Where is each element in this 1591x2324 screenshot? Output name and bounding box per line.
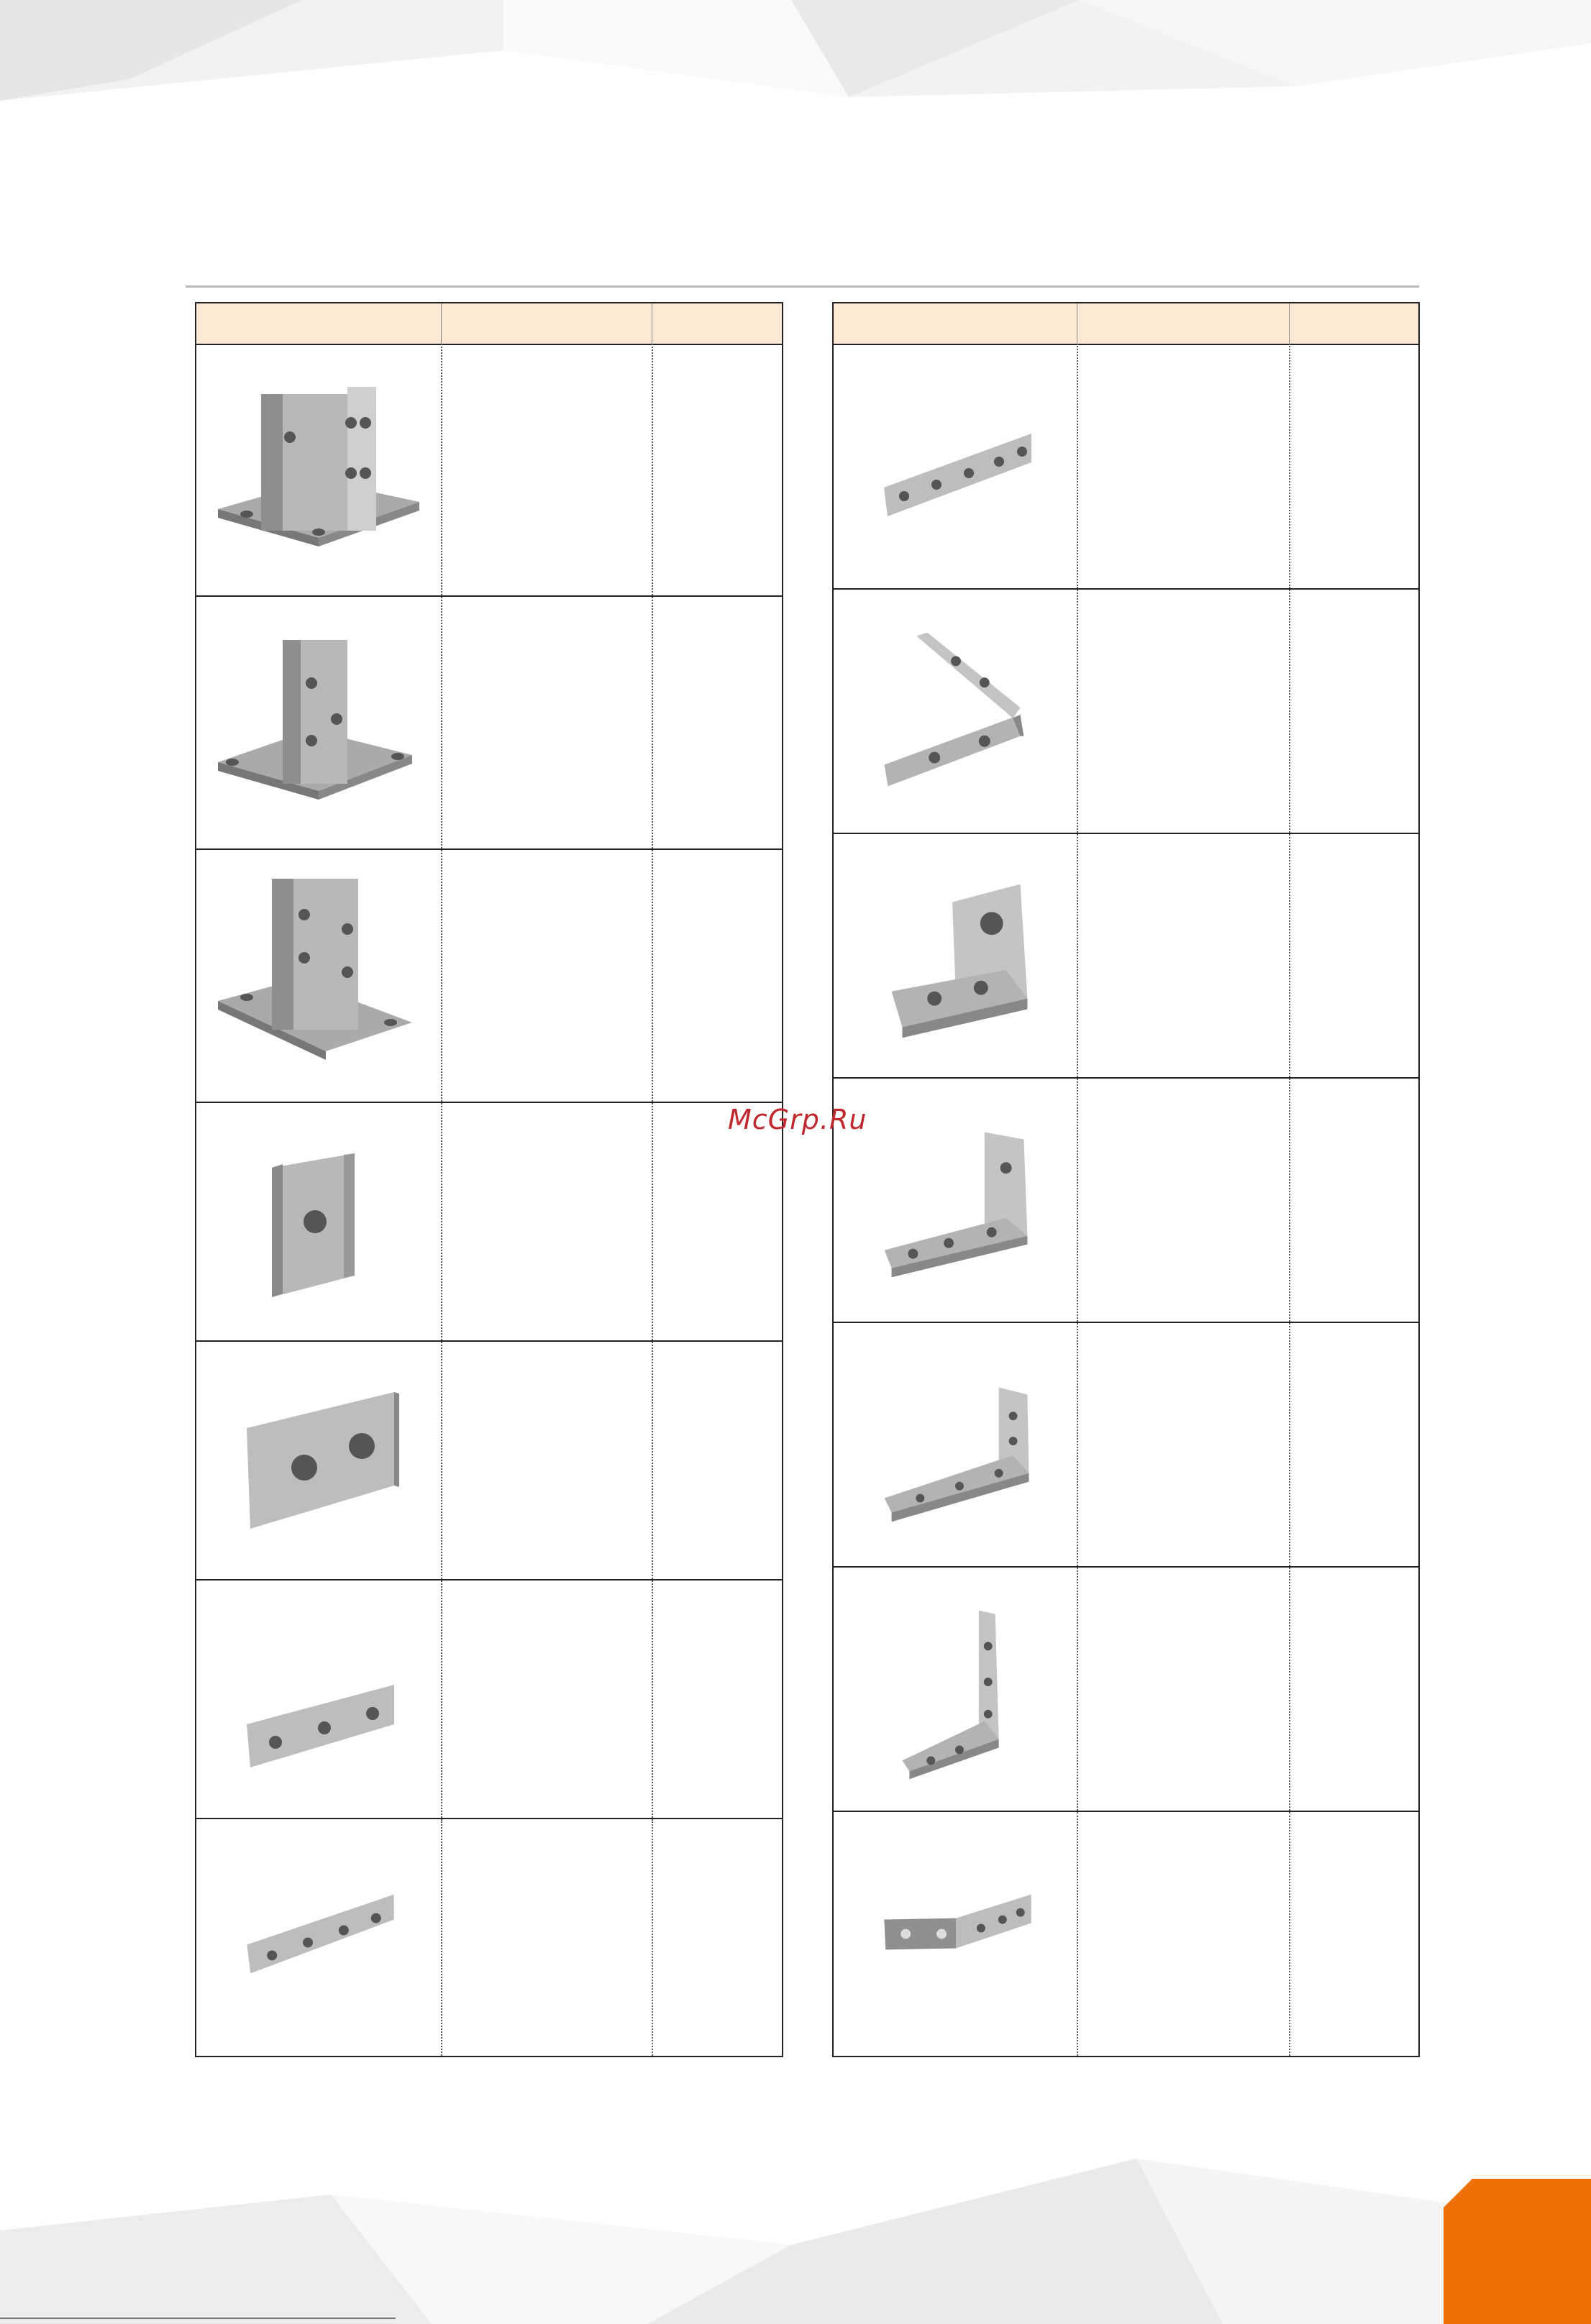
table-row	[196, 848, 782, 1102]
product-code	[1294, 1323, 1416, 1566]
product-description	[1084, 834, 1285, 1077]
left-header-code	[652, 303, 782, 344]
table-row	[196, 344, 782, 595]
watermark-text: McGrp.Ru	[728, 1104, 867, 1135]
post-base-offset-channel-icon	[204, 850, 434, 1102]
right-product-table	[832, 302, 1420, 2057]
right-header-image	[834, 303, 1077, 344]
post-base-double-channel-icon	[204, 344, 434, 595]
product-description	[448, 1819, 649, 2056]
product-description	[448, 597, 649, 848]
product-description	[448, 344, 649, 595]
product-code	[657, 1819, 779, 2056]
product-code	[1294, 1079, 1416, 1322]
title-rule	[186, 285, 1419, 288]
product-description	[1084, 1812, 1285, 2056]
right-table-header	[834, 303, 1418, 345]
product-code	[1294, 1812, 1416, 2056]
table-row	[196, 1579, 782, 1818]
right-angle-bracket-three-hole-icon	[841, 1079, 1071, 1322]
table-row	[834, 588, 1418, 833]
product-description	[448, 1103, 649, 1340]
table-row	[196, 1102, 782, 1340]
tall-angle-bracket-icon	[841, 1568, 1071, 1811]
product-description	[1084, 590, 1285, 833]
product-code	[1294, 834, 1416, 1077]
flat-plate-two-hole-icon	[204, 1342, 434, 1579]
product-description	[448, 1342, 649, 1579]
product-code	[657, 597, 779, 848]
product-code	[657, 344, 779, 595]
flat-plate-three-hole-icon	[204, 1580, 434, 1818]
product-code	[1294, 590, 1416, 833]
table-row	[196, 595, 782, 848]
left-table-header	[196, 303, 782, 345]
product-description	[1084, 344, 1285, 588]
table-row	[834, 1566, 1418, 1811]
product-description	[1084, 1323, 1285, 1566]
product-description	[448, 1580, 649, 1818]
right-angle-bracket-four-hole-icon	[841, 1323, 1071, 1566]
table-row	[196, 1340, 782, 1579]
right-header-code	[1290, 303, 1419, 344]
flat-plate-five-hole-icon	[841, 344, 1071, 588]
product-code	[1294, 344, 1416, 588]
table-row	[834, 833, 1418, 1077]
bottom-line	[0, 2318, 396, 2319]
product-code	[657, 1580, 779, 1818]
product-code	[657, 1342, 779, 1579]
table-row	[834, 344, 1418, 588]
obtuse-angle-bracket-icon	[841, 590, 1071, 833]
product-description	[1084, 1079, 1285, 1322]
offset-splice-plate-icon	[841, 1812, 1071, 2056]
product-code	[1294, 1568, 1416, 1811]
flat-plate-four-hole-icon	[204, 1819, 434, 2056]
table-row	[196, 1818, 782, 2056]
table-row	[834, 1077, 1418, 1322]
left-product-table	[195, 302, 783, 2057]
table-row	[834, 1811, 1418, 2056]
product-code	[657, 850, 779, 1102]
left-header-description	[442, 303, 652, 344]
right-header-description	[1077, 303, 1289, 344]
post-base-single-channel-icon	[204, 597, 434, 848]
right-angle-bracket-large-hole-icon	[841, 834, 1071, 1077]
bottom-decoration	[0, 2123, 1591, 2324]
table-row	[834, 1322, 1418, 1566]
product-description	[448, 850, 649, 1102]
product-code	[657, 1103, 779, 1340]
product-description	[1084, 1568, 1285, 1811]
page-corner-tab	[1444, 2179, 1591, 2324]
left-header-image	[196, 303, 441, 344]
top-decoration	[0, 0, 1591, 108]
channel-end-cap-bracket-icon	[204, 1103, 434, 1340]
